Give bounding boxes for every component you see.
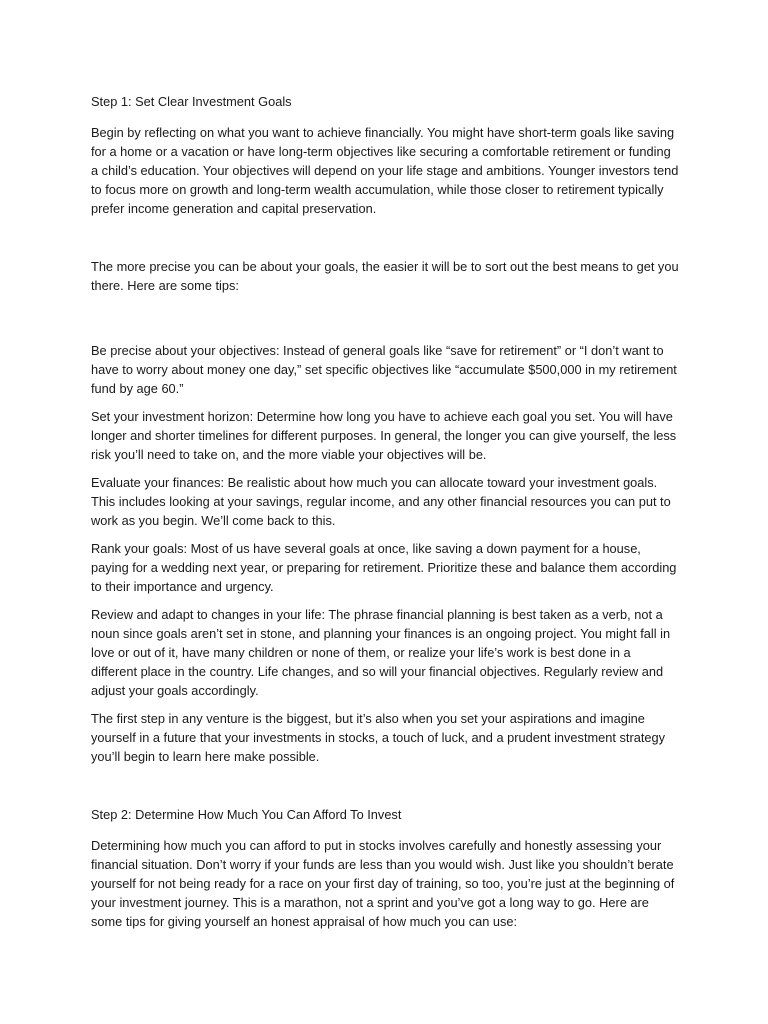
tip-paragraph-horizon: Set your investment horizon: Determine how long you have to achieve each goal you set. You will have longer and shorter timelines for different purposes. In general, the longer you can give yourself, the less risk you’ll need to take on, and the more viable your objectives will be. <box>91 409 677 462</box>
step1-intro-paragraph: Begin by reflecting on what you want to achieve financially. You might have short-term goals like saving for a home or a vacation or have long-term objectives like securing a comfortable retirement or funding a child’s education. Your objectives will depend on your life stage and ambitions. Younger investors tend to focus more on growth and long-term wealth accumulation, while those closer to retirement typically prefer income generation and capital preservation. <box>91 125 679 216</box>
tip-paragraph-rank: Rank your goals: Most of us have several goals at once, like saving a down payment for a house, paying for a wedding next year, or preparing for retirement. Prioritize these and balance them according to their importance and urgency. <box>91 541 677 594</box>
tip-paragraph-objectives: Be precise about your objectives: Instead of general goals like “save for retirement” or “I don’t want to have to worry about money one day,” set specific objectives like “accumulate $500,000 in my retirement fund by age 60.” <box>91 343 677 396</box>
tip-paragraph-review: Review and adapt to changes in your life: The phrase financial planning is best taken as a verb, not a noun since goals aren’t set in stone, and planning your finances is an ongoing project. You might fall in love or out of it, have many children or none of them, or realize your life’s work is best done in a different place in the country. Life changes, and so will your financial objectives. Regularly review and adjust your goals accordingly. <box>91 607 671 698</box>
step1-closing-paragraph: The first step in any venture is the biggest, but it’s also when you set your aspirations and imagine yourself in a future that your investments in stocks, a touch of luck, and a prudent investment strategy you’ll begin to learn here make possible. <box>91 711 666 764</box>
step1-precise-paragraph: The more precise you can be about your goals, the easier it will be to sort out the best means to get you there. Here are some tips: <box>91 259 679 293</box>
step2-heading: Step 2: Determine How Much You Can Afford To Invest <box>91 807 402 822</box>
tip-paragraph-finances: Evaluate your finances: Be realistic about how much you can allocate toward your investment goals. This includes looking at your savings, regular income, and any other financial resources you can put to work as you begin. We’ll come back to this. <box>91 475 671 528</box>
step2-intro-paragraph: Determining how much you can afford to put in stocks involves carefully and honestly assessing your financial situation. Don’t worry if your funds are less than you would wish. Just like you shouldn’t berate yourself for not being ready for a race on your first day of training, so too, you’re just at the beginning of your investment journey. This is a marathon, not a sprint and you’ve got a long way to go. Here are some tips for giving yourself an honest appraisal of how much you can use: <box>91 838 675 929</box>
step1-heading: Step 1: Set Clear Investment Goals <box>91 94 292 109</box>
